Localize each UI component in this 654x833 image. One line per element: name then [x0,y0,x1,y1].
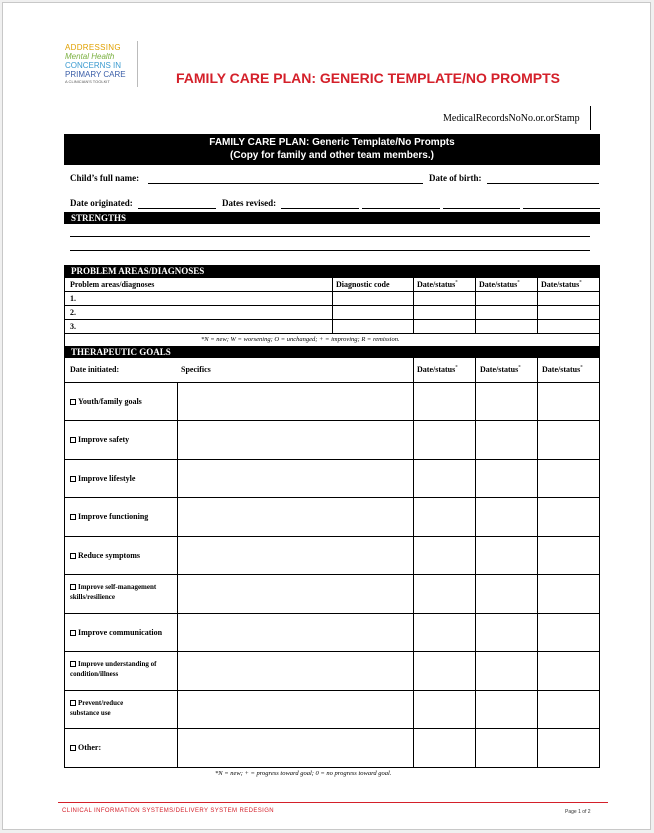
rule [64,651,600,652]
goal-label: Prevent/reduce substance use [70,699,124,717]
goal-self-management [70,582,176,602]
checkbox[interactable] [70,661,76,667]
logo-divider [137,41,138,87]
rule [537,277,538,333]
rule [599,277,600,347]
strengths-section-header: STRENGTHS [64,212,600,224]
date-initiated-col-header: Date initiated: [70,365,120,374]
rule [537,358,538,767]
asterisk: * [455,365,458,371]
goals-section-header: THERAPEUTIC GOALS [64,346,600,358]
date-revised-field-2[interactable] [362,208,440,209]
document-title: FAMILY CARE PLAN: GENERIC TEMPLATE/NO PROMPTS [176,70,560,86]
checkbox[interactable] [70,584,76,590]
date-status-label: Date/status [417,365,456,374]
child-name-label: Child’s full name: [70,173,140,183]
problem-row-2[interactable]: 2. [70,308,76,317]
goal-label: Improve safety [78,435,130,444]
date-status-col-header-2 [479,280,520,289]
goal-improve-communication [70,627,162,638]
strengths-line-2[interactable] [70,250,590,251]
rule [64,420,600,421]
checkbox[interactable] [70,514,76,520]
goal-label: Improve communication [78,628,163,637]
rule [413,277,414,333]
problem-row-1[interactable]: 1. [70,294,76,303]
rule [64,333,600,334]
logo-line-5: A CLINICIAN'S TOOLKIT [65,79,110,84]
footer-rule [58,802,608,803]
logo-line-2: Mental Health [65,52,115,61]
problem-col-header: Problem areas/diagnoses [70,280,155,289]
asterisk: * [455,280,458,286]
goal-label: Improve lifestyle [78,474,136,483]
date-status-label: Date/status [417,280,456,289]
asterisk: * [579,280,582,286]
rule [332,277,333,333]
goal-improve-understanding [70,659,170,679]
goal-youth-family [70,396,142,407]
goal-date-status-col-header-3 [542,365,583,374]
dob-label: Date of birth: [429,173,482,183]
checkbox[interactable] [70,437,76,443]
goal-improve-lifestyle [70,473,135,484]
asterisk: * [518,365,521,371]
asterisk: * [580,365,583,371]
goal-label: Youth/family goals [78,397,142,406]
goal-date-status-col-header-2 [480,365,521,374]
checkbox[interactable] [70,700,76,706]
dob-field[interactable] [487,183,599,184]
date-status-label: Date/status [479,280,518,289]
checkbox[interactable] [70,630,76,636]
page-number: Page 1 of 2 [565,809,591,815]
date-status-label: Date/status [542,365,581,374]
form-header-line-2: (Copy for family and other team members.) [230,150,434,161]
goal-label: Improve self-management skills/resilience [70,583,157,601]
rule [64,613,600,614]
rule [64,358,65,767]
goal-label: Other: [78,743,102,752]
document-page [2,2,651,830]
goal-improve-functioning [70,511,148,522]
rule [64,497,600,498]
rule [64,767,600,768]
dates-revised-label: Dates revised: [222,198,277,208]
specifics-col-header: Specifics [181,365,211,374]
date-status-label: Date/status [480,365,519,374]
checkbox[interactable] [70,553,76,559]
rule [413,358,414,767]
footer-section-name: CLINICAL INFORMATION SYSTEMS/DELIVERY SYSTEM REDESIGN [62,808,275,814]
logo-line-4: PRIMARY CARE [65,70,126,79]
date-status-label: Date/status [541,280,580,289]
goal-improve-safety [70,434,129,445]
logo-line-1: ADDRESSING [65,43,121,52]
goal-date-status-col-header-1 [417,365,458,374]
medical-records-stamp-label: MedicalRecordsNoNo.or.orStamp [443,113,580,124]
checkbox[interactable] [70,399,76,405]
goal-prevent-substance-use [70,698,142,718]
rule [599,358,600,767]
form-header [64,134,600,165]
date-status-col-header-1 [417,280,458,289]
rule [64,536,600,537]
date-status-col-header-3 [541,280,582,289]
date-originated-label: Date originated: [70,198,133,208]
asterisk: * [517,280,520,286]
rule [475,277,476,333]
goal-label: Improve functioning [78,512,149,521]
goal-label: Improve understanding of condition/illness [70,660,157,678]
rule [64,574,600,575]
rule [64,728,600,729]
date-revised-field-4[interactable] [523,208,600,209]
diagnostic-code-col-header: Diagnostic code [336,280,390,289]
date-revised-field-3[interactable] [443,208,520,209]
checkbox[interactable] [70,476,76,482]
goal-label: Reduce symptoms [78,551,140,560]
goal-reduce-symptoms [70,550,140,561]
problem-row-3[interactable]: 3. [70,322,76,331]
date-originated-field[interactable] [138,208,216,209]
rule [64,690,600,691]
goal-other [70,742,101,753]
stamp-divider [590,106,591,130]
problem-status-legend: *N = new; W = worsening; O = unchanged; + = improving; R = remission. [201,336,400,343]
strengths-line-1[interactable] [70,236,590,237]
rule [64,277,65,347]
rule [64,382,600,383]
rule [64,459,600,460]
rule [177,382,178,767]
form-header-line-1: FAMILY CARE PLAN: Generic Template/No Prompts [209,137,455,148]
child-name-field[interactable] [148,183,423,184]
problems-section-header: PROBLEM AREAS/DIAGNOSES [64,265,600,277]
checkbox[interactable] [70,745,76,751]
logo-line-3: CONCERNS IN [65,61,122,70]
toolkit-logo [65,43,140,85]
goal-status-legend: *N = new; + = progress toward goal; 0 = no progress toward goal. [215,770,392,777]
date-revised-field-1[interactable] [281,208,359,209]
rule [475,358,476,767]
